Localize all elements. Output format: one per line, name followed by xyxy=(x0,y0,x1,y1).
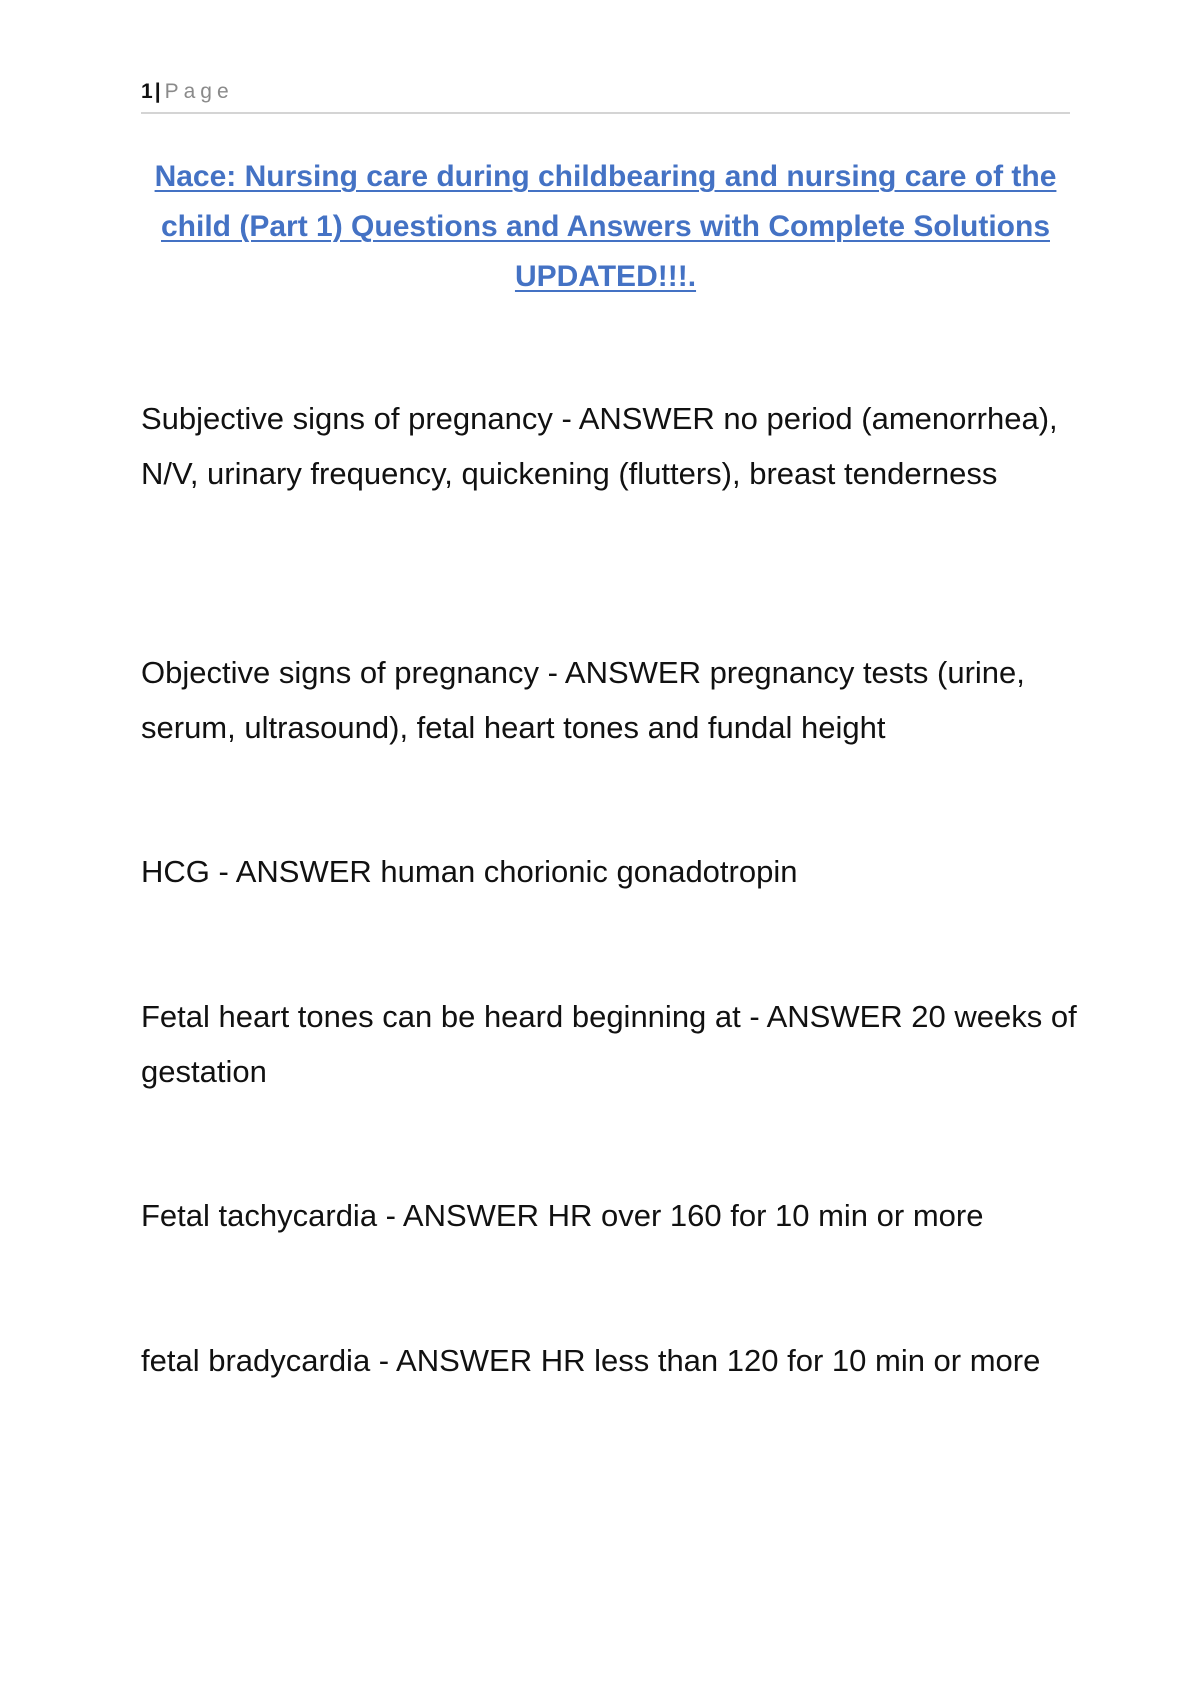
qa-item: Subjective signs of pregnancy - ANSWER no period (amenorrhea), N/V, urinary frequency, quickening (flutters), breast tenderness xyxy=(141,401,1058,491)
page-separator: | xyxy=(154,80,161,103)
qa-item: Fetal heart tones can be heard beginning at - ANSWER 20 weeks of gestation xyxy=(141,999,1077,1089)
qa-item: Objective signs of pregnancy - ANSWER pregnancy tests (urine, serum, ultrasound), fetal heart tones and fundal height xyxy=(141,655,1025,745)
document-title: Nace: Nursing care during childbearing and nursing care of the child (Part 1) Questions and Answers with Complete Solutions UPDATED!!!. xyxy=(154,160,1057,293)
page-number: 1 xyxy=(141,80,153,103)
page-header xyxy=(141,80,1070,114)
qa-item: fetal bradycardia - ANSWER HR less than 120 for 10 min or more xyxy=(141,1343,1041,1378)
qa-item: HCG - ANSWER human chorionic gonadotropin xyxy=(141,854,798,889)
page-label: Page xyxy=(164,80,234,103)
qa-item: Fetal tachycardia - ANSWER HR over 160 for 10 min or more xyxy=(141,1198,984,1233)
